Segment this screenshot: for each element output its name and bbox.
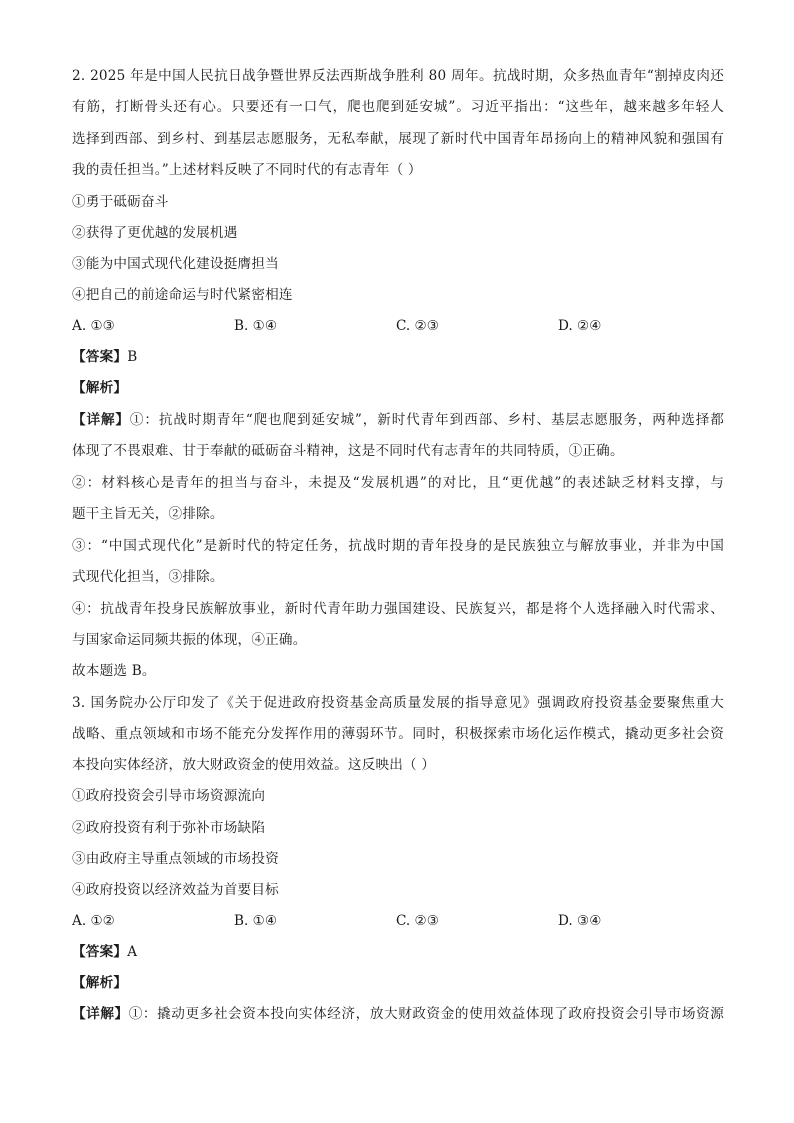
q3-option-d: D. ③④	[558, 913, 602, 929]
q2-stem-line: 选择到西部、到乡村、到基层志愿服务，无私奉献，展现了新时代中国青年昂扬向上的精神风貌和强国有	[72, 131, 724, 147]
q2-statement: ③能为中国式现代化建设挺膺担当	[72, 256, 279, 272]
q3-analysis-line	[72, 1004, 724, 1024]
q2-stem-line: 2. 2025 年是中国人民抗日战争暨世界反法西斯战争胜利 80 周年。抗战时期，众多热血青年“割掉皮肉还	[72, 68, 724, 84]
q3-statement: ④政府投资以经济效益为首要目标	[72, 882, 279, 898]
q2-statement: ②获得了更优越的发展机遇	[72, 225, 238, 241]
q2-option-a: A. ①③	[72, 318, 115, 334]
analysis-tag: 【解析】	[72, 380, 128, 396]
q2-analysis-line: 体现了不畏艰难、甘于奉献的砥砺奋斗精神，这是不同时代有志青年的共同特质，①正确。	[72, 443, 624, 459]
q3-analysis-heading	[72, 973, 127, 993]
q2-analysis-text: ①：抗战时期青年“爬也爬到延安城”，新时代青年到西部、乡村、基层志愿服务，两种选择都	[129, 412, 724, 428]
q2-option-b: B. ①④	[234, 318, 278, 334]
q3-stem-line: 本投向实体经济，放大财政资金的使用效益。这反映出（ ）	[72, 757, 436, 773]
q2-analysis-line: 式现代化担当，③排除。	[72, 569, 224, 585]
q2-conclusion: 故本题选 B。	[72, 663, 156, 679]
q2-option-c: C. ②③	[396, 318, 439, 334]
q2-stem-line: 有筋，打断骨头还有心。只要还有一口气，爬也爬到延安城”。习近平指出：“这些年，越来越多年轻人	[72, 99, 724, 115]
q3-answer	[72, 942, 137, 962]
q2-analysis-heading	[72, 378, 127, 398]
q3-statement: ③由政府主导重点领域的市场投资	[72, 851, 279, 867]
q3-option-a: A. ①②	[72, 913, 115, 929]
q3-statement: ①政府投资会引导市场资源流向	[72, 788, 266, 804]
q2-analysis-line: 与国家命运同频共振的体现，④正确。	[72, 632, 307, 648]
answer-value: B	[127, 349, 138, 365]
q2-analysis-line: ②：材料核心是青年的担当与奋斗，未提及“发展机遇”的对比，且“更优越”的表述缺乏材料支撑，与	[72, 475, 724, 491]
q2-stem-line: 我的责任担当。”上述材料反映了不同时代的有志青年（ ）	[72, 162, 422, 178]
q3-statement: ②政府投资有利于弥补市场缺陷	[72, 820, 266, 836]
answer-tag: 【答案】	[72, 349, 128, 365]
detail-tag: 【详解】	[72, 412, 130, 428]
q2-answer	[72, 347, 137, 367]
answer-value: A	[127, 944, 138, 960]
q3-stem-line: 3. 国务院办公厅印发了《关于促进政府投资基金高质量发展的指导意见》强调政府投资基金要聚焦重大	[72, 695, 724, 711]
q2-statement: ①勇于砥砺奋斗	[72, 194, 169, 210]
answer-tag: 【答案】	[72, 944, 128, 960]
analysis-tag: 【解析】	[72, 975, 128, 991]
q3-analysis-text: ①：撬动更多社会资本投向实体经济，放大财政资金的使用效益体现了政府投资会引导市场资源	[128, 1006, 724, 1022]
q2-analysis-line: 题干主旨无关，②排除。	[72, 506, 224, 522]
q2-option-d: D. ②④	[558, 318, 602, 334]
detail-tag: 【详解】	[72, 1006, 129, 1022]
q2-analysis-line	[72, 410, 724, 430]
q2-analysis-line: ④：抗战青年投身民族解放事业，新时代青年助力强国建设、民族复兴，都是将个人选择融入时代需求、	[72, 601, 724, 617]
q2-statement: ④把自己的前途命运与时代紧密相连	[72, 287, 293, 303]
q2-analysis-line: ③：“中国式现代化”是新时代的特定任务，抗战时期的青年投身的是民族独立与解放事业，并非为中国	[72, 538, 724, 554]
q3-option-b: B. ①④	[234, 913, 278, 929]
q3-stem-line: 战略、重点领域和市场不能充分发挥作用的薄弱环节。同时，积极探索市场化运作模式，撬动更多社会资	[72, 726, 724, 742]
q3-option-c: C. ②③	[396, 913, 439, 929]
